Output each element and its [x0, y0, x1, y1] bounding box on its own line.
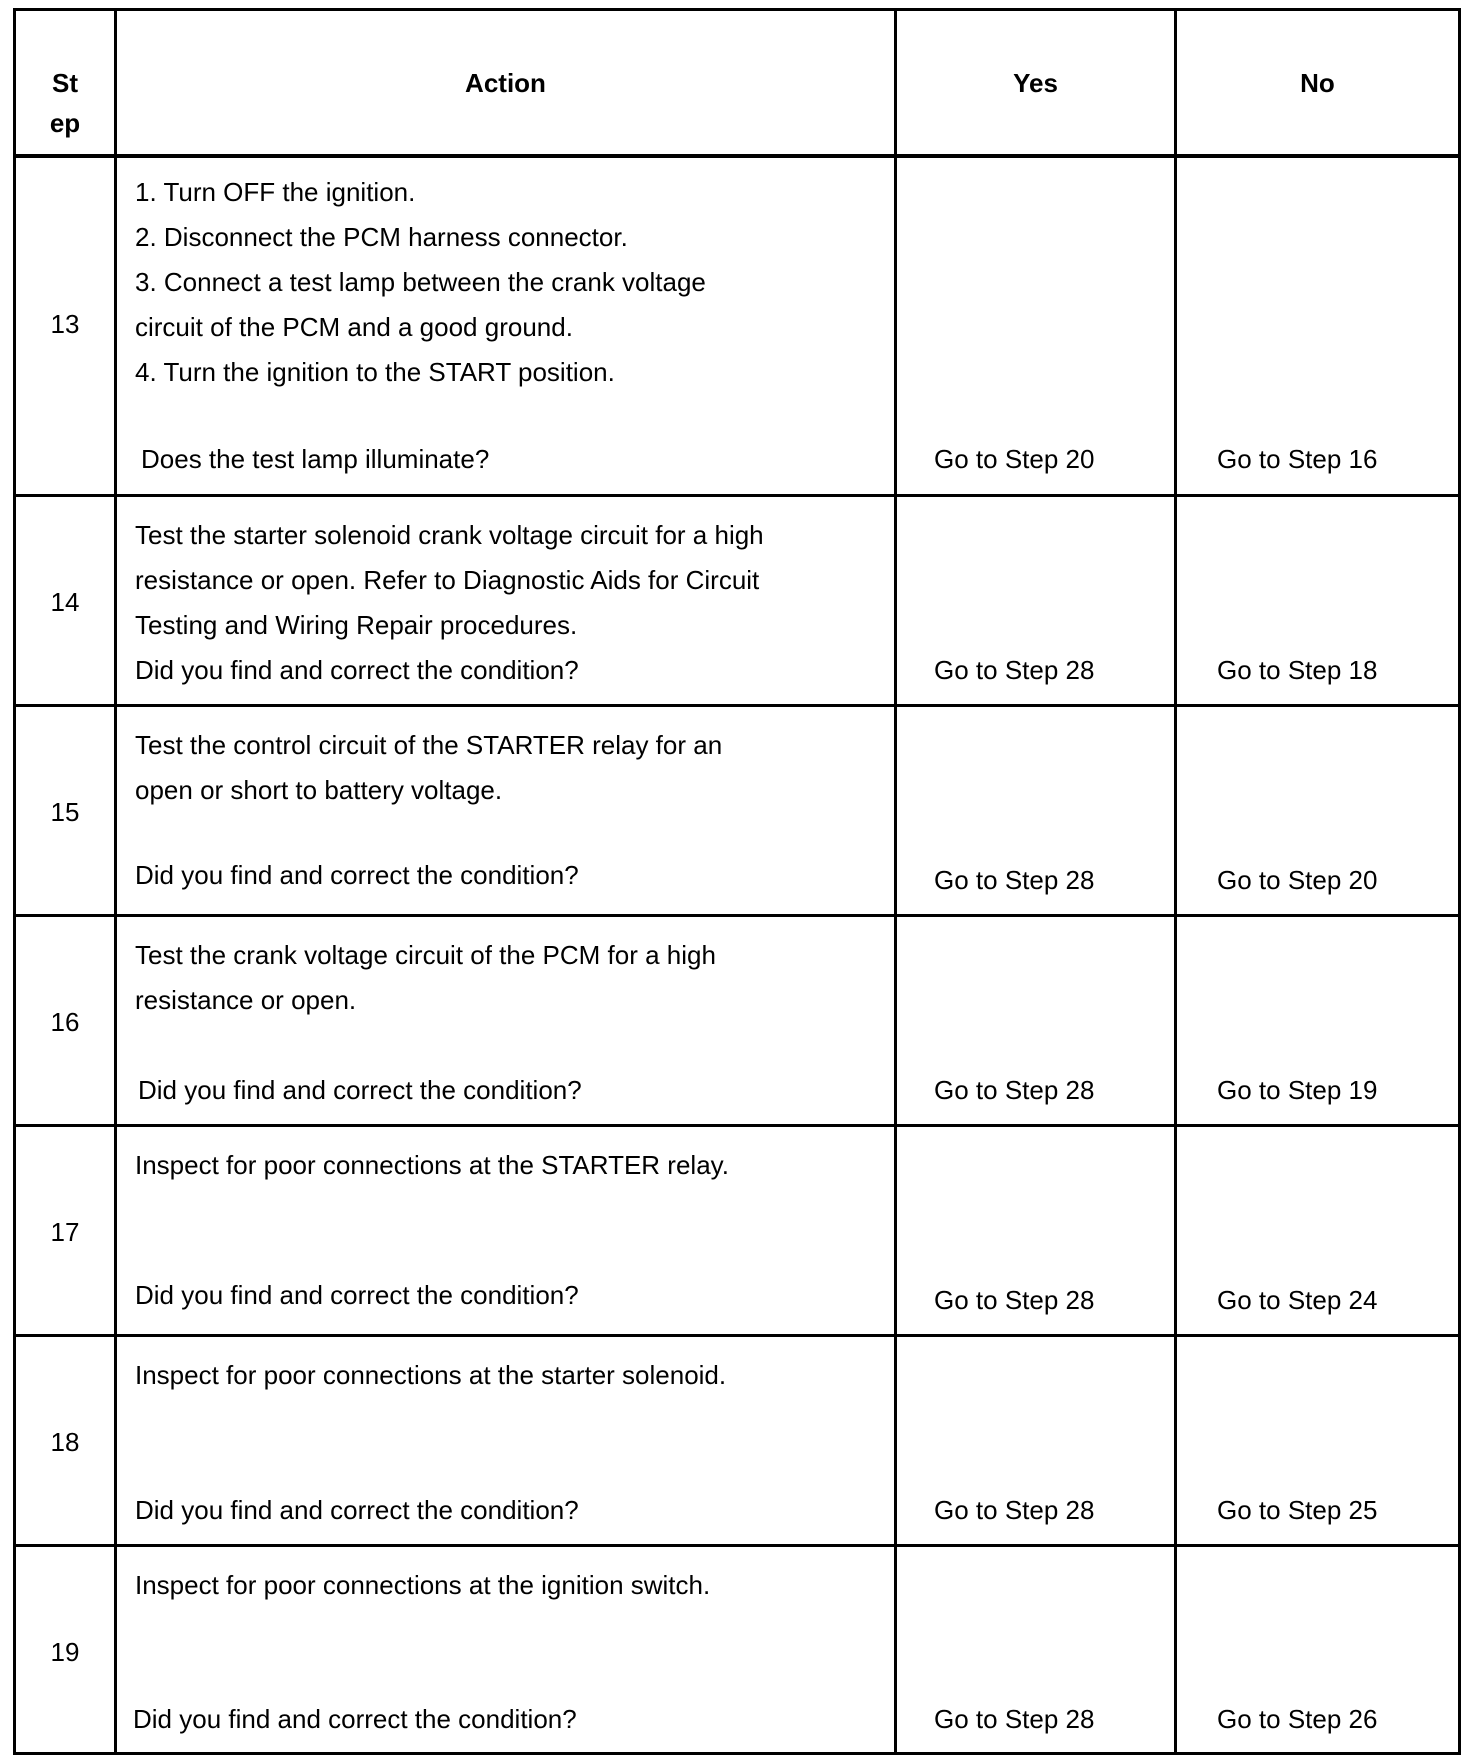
row-divider	[13, 704, 1461, 707]
action-line: Inspect for poor connections at the starter solenoid.	[135, 1360, 727, 1390]
action-line: open or short to battery voltage.	[135, 775, 503, 805]
action-line: circuit of the PCM and a good ground.	[135, 312, 573, 342]
header-step: St ep	[49, 68, 81, 138]
action-question: Did you find and correct the condition?	[138, 1075, 582, 1105]
action-question: Did you find and correct the condition?	[135, 1495, 579, 1525]
action-line: 3. Connect a test lamp between the crank voltage	[135, 267, 706, 297]
step-number: 13	[50, 309, 80, 339]
row-divider	[13, 1124, 1461, 1127]
yes-target: Go to Step 28	[934, 865, 1095, 895]
step-number: 16	[50, 1007, 80, 1037]
row-divider	[13, 494, 1461, 497]
step-number: 19	[50, 1637, 80, 1667]
table-border	[1458, 8, 1461, 1755]
no-target: Go to Step 25	[1217, 1495, 1378, 1525]
yes-target: Go to Step 28	[934, 1704, 1095, 1734]
no-target: Go to Step 26	[1217, 1704, 1378, 1734]
table-border	[13, 1752, 1461, 1755]
action-line: Inspect for poor connections at the ignition switch.	[135, 1570, 711, 1600]
step-number: 18	[50, 1427, 80, 1457]
action-line: Test the starter solenoid crank voltage circuit for a high	[135, 520, 764, 550]
action-line: 4. Turn the ignition to the START position.	[135, 357, 615, 387]
column-divider	[114, 8, 117, 1755]
step-number: 14	[50, 587, 80, 617]
action-question: Did you find and correct the condition?	[135, 1280, 579, 1310]
yes-target: Go to Step 20	[934, 444, 1095, 474]
yes-target: Go to Step 28	[934, 655, 1095, 685]
yes-target: Go to Step 28	[934, 1075, 1095, 1105]
action-line: 2. Disconnect the PCM harness connector.	[135, 222, 628, 252]
step-number: 17	[50, 1217, 80, 1247]
no-target: Go to Step 20	[1217, 865, 1378, 895]
header-action: Action	[465, 68, 546, 98]
no-target: Go to Step 16	[1217, 444, 1378, 474]
action-question: Did you find and correct the condition?	[133, 1704, 577, 1734]
header-yes: Yes	[1013, 68, 1058, 98]
row-divider	[13, 914, 1461, 917]
action-line: Test the crank voltage circuit of the PCM for a high	[135, 940, 716, 970]
action-line: Test the control circuit of the STARTER relay for an	[135, 730, 723, 760]
action-question: Did you find and correct the condition?	[135, 655, 579, 685]
yes-target: Go to Step 28	[934, 1495, 1095, 1525]
action-line: 1. Turn OFF the ignition.	[135, 177, 416, 207]
no-target: Go to Step 19	[1217, 1075, 1378, 1105]
step-number: 15	[50, 797, 80, 827]
no-target: Go to Step 24	[1217, 1285, 1378, 1315]
action-line: resistance or open.	[135, 985, 357, 1015]
action-question: Did you find and correct the condition?	[135, 860, 579, 890]
header-divider	[13, 154, 1461, 158]
action-line: resistance or open. Refer to Diagnostic Aids for Circuit	[135, 565, 760, 595]
action-line: Testing and Wiring Repair procedures.	[135, 610, 578, 640]
row-divider	[13, 1544, 1461, 1547]
action-line: Inspect for poor connections at the STARTER relay.	[135, 1150, 729, 1180]
column-divider	[894, 8, 897, 1755]
table-border	[13, 8, 1461, 11]
table-border	[13, 8, 16, 1755]
header-no: No	[1300, 68, 1335, 98]
action-question: Does the test lamp illuminate?	[141, 444, 490, 474]
row-divider	[13, 1334, 1461, 1337]
no-target: Go to Step 18	[1217, 655, 1378, 685]
column-divider	[1174, 8, 1177, 1755]
yes-target: Go to Step 28	[934, 1285, 1095, 1315]
